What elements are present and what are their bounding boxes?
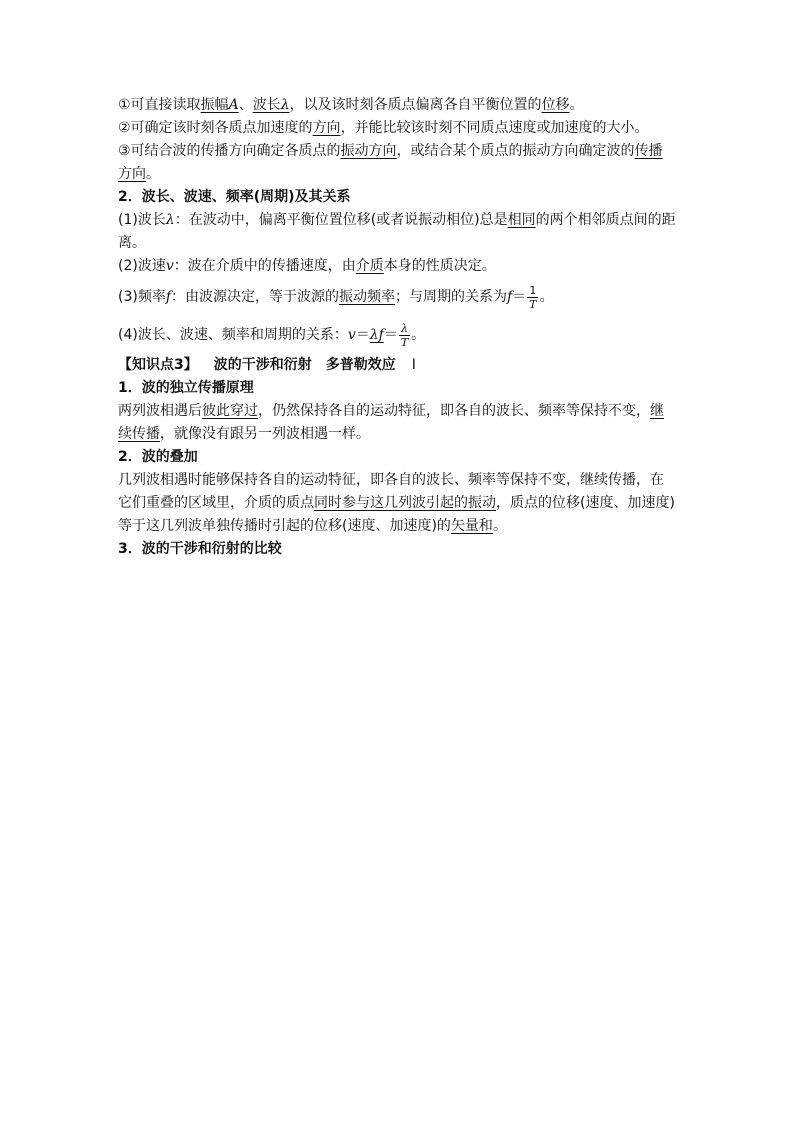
section-heading: 3．波的干涉和衍射的比较: [118, 541, 282, 557]
text: 。: [146, 166, 160, 182]
definition-wave-speed: (2)波速v：波在介质中的传播速度，由介质本身的性质决定。: [118, 258, 496, 274]
answer-blank: 介质: [355, 258, 384, 274]
fraction: $\frac{1}{T}$: [529, 283, 537, 311]
section-heading: 1．波的独立传播原理: [118, 380, 254, 396]
paragraph-independent-cont: 续传播，就像没有跟另一列波相遇一样。: [118, 426, 370, 442]
paragraph-superposition: 几列波相遇时能够保持各自的运动特征，即各自的波长、频率等保持不变，继续传播，在: [118, 472, 664, 488]
paragraph-superposition-3: 等于这几列波单独传播时引起的位移(速度、加速度)的矢量和。: [118, 518, 507, 534]
text: 。: [569, 97, 584, 113]
section-heading: 2．波长、波速、频率(周期)及其关系: [118, 189, 351, 205]
answer-blank: 振幅A: [200, 97, 239, 113]
paragraph-acceleration: [118, 117, 678, 140]
fraction: $\frac{\lambda}{T}$: [400, 321, 409, 349]
text: ，或结合某个质点的振动方向确定波的: [396, 143, 635, 159]
section-heading: 2．波的叠加: [118, 449, 198, 465]
paragraph-direction-cont: [118, 163, 678, 186]
answer-blank: 位移: [541, 97, 570, 113]
knowledge-point-heading: 【知识点3】 波的干涉和衍射 多普勒效应 Ⅰ: [118, 357, 416, 373]
paragraph-superposition-2: 它们重叠的区域里，介质的质点同时参与这几列波引起的振动，质点的位移(速度、加速度): [118, 495, 675, 511]
paragraph-direction: [118, 140, 678, 163]
answer-blank: 继: [650, 403, 664, 419]
paragraph-independent: 两列波相遇后彼此穿过，仍然保持各自的运动特征，即各自的波长、频率等保持不变，继: [118, 403, 664, 419]
answer-blank: 相同: [507, 212, 536, 228]
answer-blank: 振动频率: [339, 289, 396, 305]
answer-blank: 传播: [634, 143, 663, 159]
definition-frequency: (3)频率f：由波源决定，等于波源的振动频率；与周期的关系为f＝ $\frac{1}{T}$ 。: [118, 283, 554, 311]
text: ，以及该时刻各质点偏离各自平衡位置的: [289, 97, 542, 113]
answer-blank: 彼此穿过: [202, 403, 258, 419]
text: ①可直接读取: [118, 97, 201, 113]
definition-relation: (4)波长、波速、频率和周期的关系：v＝λf＝ $\frac{\lambda}{T}$ 。: [118, 321, 426, 349]
answer-blank: 方向: [312, 120, 341, 136]
text: ②可确定该时刻各质点加速度的: [118, 120, 313, 136]
document-body: [118, 94, 678, 561]
text: 、: [238, 97, 253, 113]
definition-wavelength-cont: 离。: [118, 235, 146, 251]
answer-blank: 续传播: [118, 426, 160, 442]
answer-blank: 波长λ: [252, 97, 290, 113]
paragraph-amplitude: [118, 94, 678, 117]
text: ③可结合波的传播方向确定各质点的: [118, 143, 341, 159]
text: ，并能比较该时刻不同质点速度或加速度的大小。: [340, 120, 649, 136]
answer-blank: 同时参与这几列波引起的振动: [314, 495, 496, 511]
answer-blank: 振动方向: [340, 143, 397, 159]
answer-blank: λf: [369, 327, 384, 343]
answer-blank: 方向: [118, 166, 146, 182]
answer-blank: 矢量和: [450, 518, 493, 534]
definition-wavelength: (1)波长λ：在波动中，偏离平衡位置位移(或者说振动相位)总是相同的两个相邻质点间的距: [118, 212, 676, 228]
